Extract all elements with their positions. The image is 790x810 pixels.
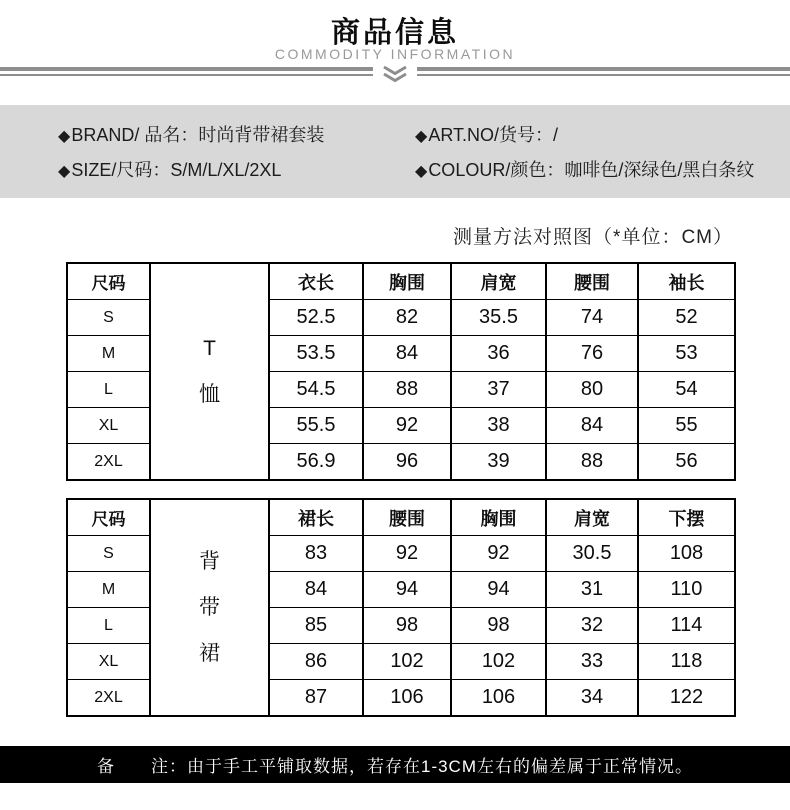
info-size-label: SIZE/尺码： xyxy=(71,160,171,180)
value-cell: 31 xyxy=(546,572,638,608)
group-label-char: T xyxy=(203,336,216,360)
page-subtitle: COMMODITY INFORMATION xyxy=(274,46,516,62)
value-cell: 52.5 xyxy=(269,300,363,336)
value-cell: 76 xyxy=(546,336,638,372)
column-header: 腰围 xyxy=(546,263,638,300)
value-cell: 56 xyxy=(638,444,735,481)
diamond-icon: ◆ xyxy=(58,128,71,145)
value-cell: 33 xyxy=(546,644,638,680)
value-cell: 94 xyxy=(451,572,546,608)
value-cell: 87 xyxy=(269,680,363,717)
group-label-char: 背 xyxy=(199,549,220,573)
column-header: 肩宽 xyxy=(451,263,546,300)
value-cell: 110 xyxy=(638,572,735,608)
value-cell: 94 xyxy=(363,572,451,608)
diamond-icon: ◆ xyxy=(415,128,428,145)
header-divider xyxy=(0,67,790,76)
value-cell: 30.5 xyxy=(546,536,638,572)
remark-text: 备 注：由于手工平铺取数据，若存在1-3CM左右的偏差属于正常情况。 xyxy=(96,757,693,776)
value-cell: 54 xyxy=(638,372,735,408)
value-cell: 102 xyxy=(363,644,451,680)
value-cell: 52 xyxy=(638,300,735,336)
column-header: 裙长 xyxy=(269,499,363,536)
value-cell: 118 xyxy=(638,644,735,680)
value-cell: 54.5 xyxy=(269,372,363,408)
size-cell: M xyxy=(67,336,150,372)
diamond-icon: ◆ xyxy=(415,163,428,180)
value-cell: 55 xyxy=(638,408,735,444)
value-cell: 98 xyxy=(451,608,546,644)
column-header: 衣长 xyxy=(269,263,363,300)
info-size-value: S/M/L/XL/2XL xyxy=(170,160,282,180)
column-header: 袖长 xyxy=(638,263,735,300)
value-cell: 56.9 xyxy=(269,444,363,481)
value-cell: 88 xyxy=(546,444,638,481)
column-header: 下摆 xyxy=(638,499,735,536)
group-label-char: 带 xyxy=(199,595,220,619)
garment-group-cell xyxy=(150,263,269,480)
group-label-char: 恤 xyxy=(199,382,220,406)
size-cell: XL xyxy=(67,644,150,680)
remark-bar xyxy=(0,746,790,783)
size-cell: 2XL xyxy=(67,680,150,717)
table-header-row xyxy=(67,499,735,536)
group-label-char: 裙 xyxy=(199,641,220,665)
info-colour-label: COLOUR/颜色： xyxy=(428,160,565,180)
size-cell: L xyxy=(67,372,150,408)
value-cell: 84 xyxy=(363,336,451,372)
info-colour-value: 咖啡色/深绿色/黑白条纹 xyxy=(564,160,755,180)
value-cell: 83 xyxy=(269,536,363,572)
value-cell: 39 xyxy=(451,444,546,481)
size-cell: 2XL xyxy=(67,444,150,481)
value-cell: 106 xyxy=(363,680,451,717)
value-cell: 82 xyxy=(363,300,451,336)
double-down-chevron-icon xyxy=(373,65,417,84)
value-cell: 85 xyxy=(269,608,363,644)
value-cell: 96 xyxy=(363,444,451,481)
value-cell: 92 xyxy=(363,536,451,572)
size-cell: XL xyxy=(67,408,150,444)
tshirt-size-table xyxy=(66,262,736,481)
value-cell: 84 xyxy=(269,572,363,608)
value-cell: 88 xyxy=(363,372,451,408)
column-header: 胸围 xyxy=(363,263,451,300)
value-cell: 106 xyxy=(451,680,546,717)
value-cell: 53 xyxy=(638,336,735,372)
column-header: 腰围 xyxy=(363,499,451,536)
info-brand-label: BRAND/ 品名： xyxy=(71,125,199,145)
info-brand-value: 时尚背带裙套装 xyxy=(198,125,325,145)
column-header: 胸围 xyxy=(451,499,546,536)
measurement-caption: 测量方法对照图（*单位：CM） xyxy=(453,227,733,248)
size-cell: S xyxy=(67,536,150,572)
value-cell: 74 xyxy=(546,300,638,336)
value-cell: 122 xyxy=(638,680,735,717)
value-cell: 108 xyxy=(638,536,735,572)
diamond-icon: ◆ xyxy=(58,163,71,180)
size-cell: M xyxy=(67,572,150,608)
info-artno xyxy=(415,121,790,147)
value-cell: 34 xyxy=(546,680,638,717)
value-cell: 102 xyxy=(451,644,546,680)
size-column-header: 尺码 xyxy=(67,499,150,536)
value-cell: 55.5 xyxy=(269,408,363,444)
info-size xyxy=(58,156,415,182)
page-title: 商品信息 xyxy=(330,17,459,49)
garment-group-cell xyxy=(150,499,269,716)
value-cell: 92 xyxy=(451,536,546,572)
product-info-bar xyxy=(0,105,790,198)
value-cell: 98 xyxy=(363,608,451,644)
column-header: 肩宽 xyxy=(546,499,638,536)
info-artno-label: ART.NO/货号： xyxy=(428,125,553,145)
info-artno-value: / xyxy=(553,125,559,145)
value-cell: 53.5 xyxy=(269,336,363,372)
table-header-row xyxy=(67,263,735,300)
value-cell: 114 xyxy=(638,608,735,644)
size-cell: L xyxy=(67,608,150,644)
skirt-size-table xyxy=(66,498,736,717)
value-cell: 86 xyxy=(269,644,363,680)
value-cell: 80 xyxy=(546,372,638,408)
value-cell: 38 xyxy=(451,408,546,444)
value-cell: 35.5 xyxy=(451,300,546,336)
value-cell: 37 xyxy=(451,372,546,408)
value-cell: 36 xyxy=(451,336,546,372)
info-brand xyxy=(58,121,415,147)
value-cell: 92 xyxy=(363,408,451,444)
size-column-header: 尺码 xyxy=(67,263,150,300)
info-colour xyxy=(415,156,790,182)
size-cell: S xyxy=(67,300,150,336)
value-cell: 32 xyxy=(546,608,638,644)
value-cell: 84 xyxy=(546,408,638,444)
